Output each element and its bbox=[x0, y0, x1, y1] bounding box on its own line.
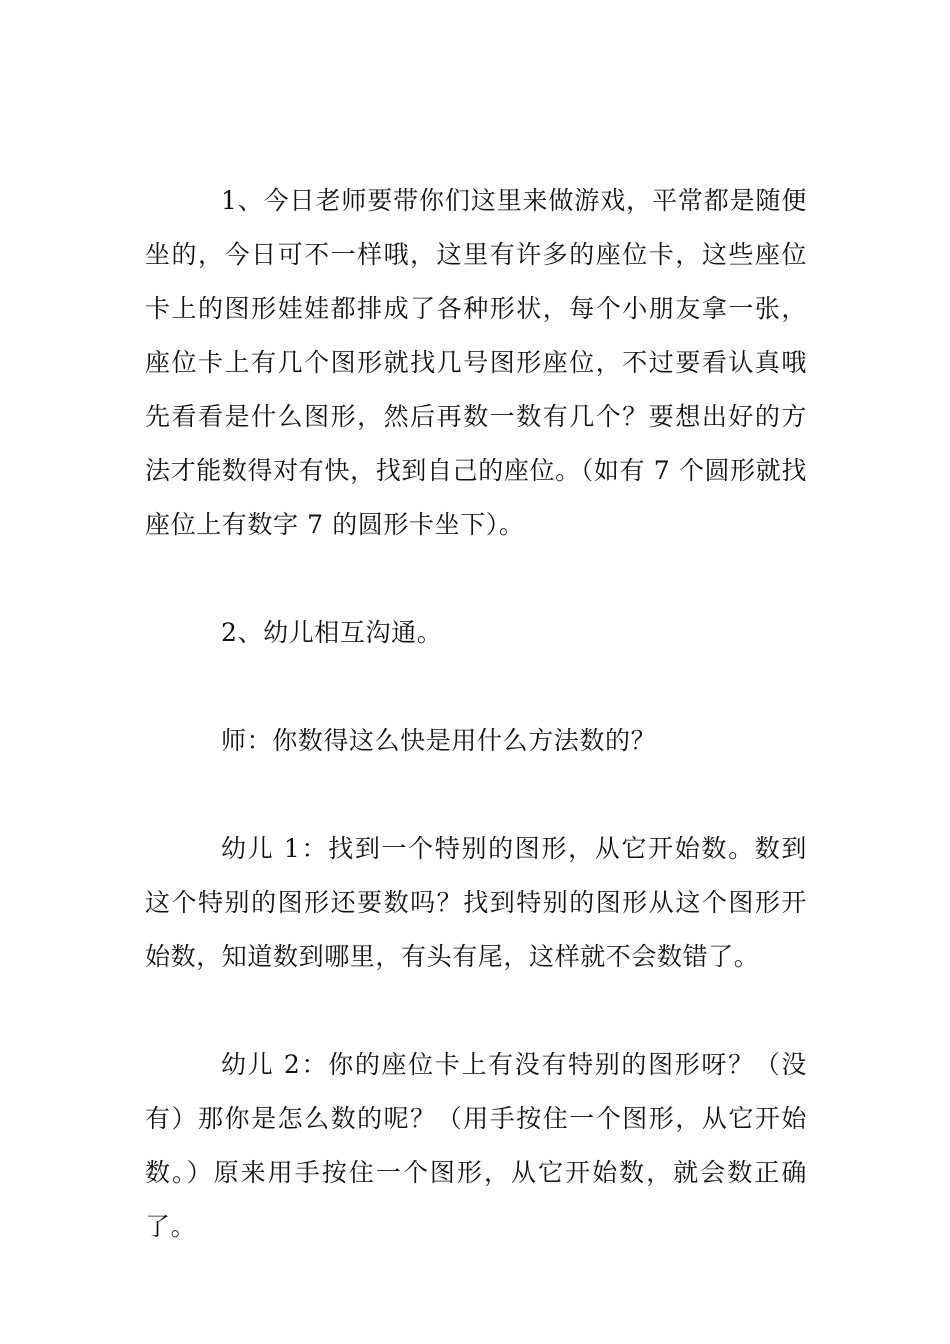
paragraph-communication: 2、幼儿相互沟通。 bbox=[221, 618, 443, 647]
paragraph-child-1: 幼儿 1：找到一个特别的图形，从它开始数。数到这个特别的图形还要数吗？找到特别的图形从这个图形开始数，知道数到哪里，有头有尾，这样就不会数错了。 bbox=[145, 834, 807, 971]
paragraph-child-2: 幼儿 2：你的座位卡上有没有特别的图形呀？（没有）那你是怎么数的呢？（用手按住一个图形，从它开始数。）原来用手按住一个图形，从它开始数，就会数正确了。 bbox=[145, 1050, 807, 1241]
paragraph-teacher-question: 师：你数得这么快是用什么方法数的？ bbox=[221, 726, 657, 755]
paragraph-intro: 1、今日老师要带你们这里来做游戏，平常都是随便坐的，今日可不一样哦，这里有许多的座位卡，这些座位卡上的图形娃娃都排成了各种形状，每个小朋友拿一张，座位卡上有几个图形就找几号图形座位，不过要看认真哦先看看是什么图形，然后再数一数有几个？要想出好的方法才能数得对有快，找到自己的座位。（如有 7 个圆形就找座位上有数字 7 的圆形卡坐下）。 bbox=[145, 186, 807, 539]
document-body bbox=[145, 174, 807, 1254]
